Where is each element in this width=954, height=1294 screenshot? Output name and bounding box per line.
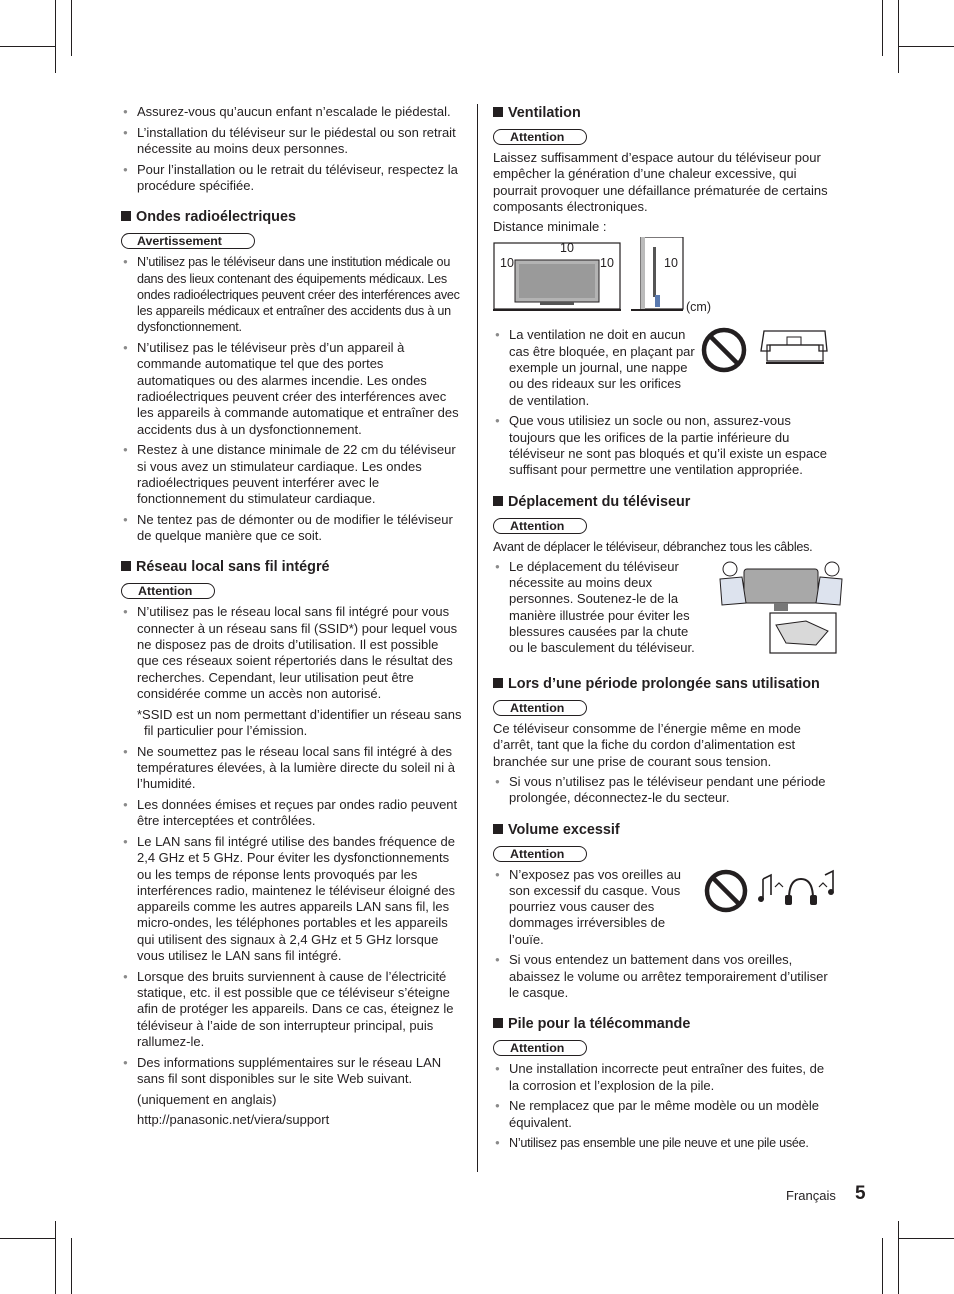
list-item: ● Les données émises et reçues par ondes radio peuvent être interceptées et contrôlées. bbox=[121, 797, 463, 830]
caution-badge: Attention bbox=[493, 700, 587, 716]
column-divider bbox=[477, 104, 478, 1172]
distance-label: Distance minimale : bbox=[493, 219, 607, 235]
section-heading-battery: Pile pour la télécommande bbox=[493, 1015, 835, 1033]
list-item: ● Le LAN sans fil intégré utilise des bandes fréquence de 2,4 GHz et 5 GHz. Pour éviter les dysfonctionnements ou les temps de réponse lents provoqués par les interférences radio, maintenez le téléviseur éloigné des appareils comme les autres appareils LAN sans fil, les micro-ondes, les téléphones portables et les appareils qui utilisent des signaux à 2,4 GHz et 5 GHz lorsque vous utilisez le LAN sans fil intégré. bbox=[121, 834, 463, 964]
list-item: ● Lorsque des bruits surviennent à cause de l’électricité statique, etc. il est possible que ce téléviseur s’éteigne afin de protéger les appareils. Dans ce cas, éteignez le téléviseur à l’aide de son interrupteur principal, puis rallumez-le. bbox=[121, 969, 463, 1050]
caution-badge: Attention bbox=[493, 129, 587, 145]
clearance-back-value: 10 bbox=[664, 256, 678, 271]
section-heading-volume: Volume excessif bbox=[493, 821, 835, 839]
square-bullet-icon bbox=[493, 107, 503, 117]
section-heading-ventilation: Ventilation bbox=[493, 104, 835, 122]
square-bullet-icon bbox=[493, 496, 503, 506]
page-number: 5 bbox=[855, 1183, 866, 1204]
square-bullet-icon bbox=[493, 824, 503, 834]
list-item: ● L’installation du téléviseur sur le piédestal ou son retrait nécessite au moins deux personnes. bbox=[121, 125, 463, 158]
list-item: ● La ventilation ne doit en aucun cas être bloquée, en plaçant par exemple un journal, une nappe ou des rideaux sur les orifices de ventilation. bbox=[493, 327, 697, 408]
list-item: ● Assurez-vous qu’aucun enfant n’escalade le piédestal. bbox=[121, 104, 463, 120]
support-url[interactable]: http://panasonic.net/viera/support bbox=[137, 1112, 330, 1128]
list-item: ● Ne tentez pas de démonter ou de modifier le téléviseur de quelque manière que ce soit. bbox=[121, 512, 463, 545]
ssid-note: *SSID est un nom permettant d’identifier un réseau sans fil particulier pour l’émission. bbox=[137, 706, 462, 738]
long-period-intro: Ce téléviseur consomme de l’énergie même en mode d’arrêt, tant que la fiche du cordon d’alimentation est branchée sur une prise de courant sous tension. bbox=[493, 721, 801, 769]
english-only-note: (uniquement en anglais) bbox=[137, 1091, 277, 1107]
list-item: ● N’exposez pas vos oreilles au son excessif du casque. Vous pourriez vous causer des dommages irréversibles de l’ouïe. bbox=[493, 867, 697, 948]
moving-intro: Avant de déplacer le téléviseur, débranchez tous les câbles. bbox=[493, 539, 813, 554]
clearance-right-value: 10 bbox=[600, 256, 614, 271]
list-item: ● Le déplacement du téléviseur nécessite au moins deux personnes. Soutenez-le de la manière illustrée pour éviter les blessures causées par la chute ou le basculement du téléviseur. bbox=[493, 559, 706, 657]
right-column bbox=[493, 104, 835, 1156]
square-bullet-icon bbox=[493, 678, 503, 688]
list-item: ● Ne remplacez que par le même modèle ou un modèle équivalent. bbox=[493, 1098, 835, 1131]
warning-badge: Avertissement bbox=[121, 233, 255, 249]
list-item: ● Si vous entendez un battement dans vos oreilles, abaissez le volume ou arrêtez temporairement d’utiliser le casque. bbox=[493, 952, 835, 1001]
clearance-top-value: 10 bbox=[560, 241, 574, 256]
tv-carrying-illustration bbox=[716, 559, 846, 655]
caution-badge: Attention bbox=[493, 846, 587, 862]
list-item: ● N’utilisez pas le téléviseur près d’un appareil à commande automatique tel que des portes automatiques ou des alarmes incendie. Les ondes radioélectriques peuvent créer des interférences avec les appareils à commande automatique et entraîner des accidents dus à un dysfonctionnement. bbox=[121, 340, 463, 438]
list-item: ● Pour l’installation ou le retrait du téléviseur, respectez la procédure spécifiée. bbox=[121, 162, 463, 195]
list-item: ● N’utilisez pas le réseau local sans fil intégré pour vous connecter à un réseau sans fil (SSID*) pour lequel vous ne disposez pas de droits d’utilisation. Il est possible que ces réseaux soient répertoriés dans le résultat des recherches. Cependant, leur utilisation peut être considérée comme un accès non autorisé. bbox=[121, 604, 463, 702]
section-heading-wlan: Réseau local sans fil intégré bbox=[121, 558, 463, 576]
list-item: ● Des informations supplémentaires sur le réseau LAN sans fil sont disponibles sur le site Web suivant. bbox=[121, 1055, 463, 1088]
no-blocking-illustration bbox=[699, 325, 835, 375]
list-item: ● Que vous utilisiez un socle ou non, assurez-vous toujours que les orifices de la partie inférieure du téléviseur ne sont pas bloqués et qu’il existe un espace suffisant pour permettre une ventilation appropriée. bbox=[493, 413, 835, 478]
list-item: ● Une installation incorrecte peut entraîner des fuites, de la corrosion et l’explosion de la pile. bbox=[493, 1061, 835, 1094]
square-bullet-icon bbox=[493, 1018, 503, 1028]
caution-badge: Attention bbox=[493, 518, 587, 534]
no-loud-headphones-illustration bbox=[701, 865, 837, 913]
section-heading-radio: Ondes radioélectriques bbox=[121, 208, 463, 226]
clearance-diagram bbox=[493, 237, 835, 325]
unit-label: (cm) bbox=[686, 300, 711, 315]
ventilation-intro: Laissez suffisamment d’espace autour du téléviseur pour empêcher la génération d’une chaleur excessive, qui pourrait provoquer une défaillance prématurée de certains composants électroniques. bbox=[493, 150, 828, 214]
caution-badge: Attention bbox=[121, 583, 215, 599]
list-item: ● Restez à une distance minimale de 22 cm du téléviseur si vous avez un stimulateur cardiaque. Les ondes radioélectriques peuvent interférer avec le fonctionnement du stimulateur cardiaque. bbox=[121, 442, 463, 507]
footer-language: Français bbox=[786, 1188, 836, 1203]
list-item: ● N’utilisez pas ensemble une pile neuve et une pile usée. bbox=[493, 1135, 835, 1151]
section-heading-moving: Déplacement du téléviseur bbox=[493, 493, 835, 511]
left-column bbox=[121, 104, 463, 1133]
caution-badge: Attention bbox=[493, 1040, 587, 1056]
list-item: ● Ne soumettez pas le réseau local sans fil intégré à des températures élevées, à la lumière directe du soleil ni à l’humidité. bbox=[121, 744, 463, 793]
list-item: ● Si vous n’utilisez pas le téléviseur pendant une période prolongée, déconnectez-le du secteur. bbox=[493, 774, 835, 807]
section-heading-long-period: Lors d’une période prolongée sans utilisation bbox=[493, 675, 835, 693]
square-bullet-icon bbox=[121, 211, 131, 221]
square-bullet-icon bbox=[121, 561, 131, 571]
clearance-left-value: 10 bbox=[500, 256, 514, 271]
list-item: ● N’utilisez pas le téléviseur dans une institution médicale ou dans des lieux contenant des équipements médicaux. Les ondes radioélectriques peuvent créer des interférences avec les appareils médicaux et entraîner des accidents dus à un dysfonctionnement. bbox=[121, 254, 463, 335]
